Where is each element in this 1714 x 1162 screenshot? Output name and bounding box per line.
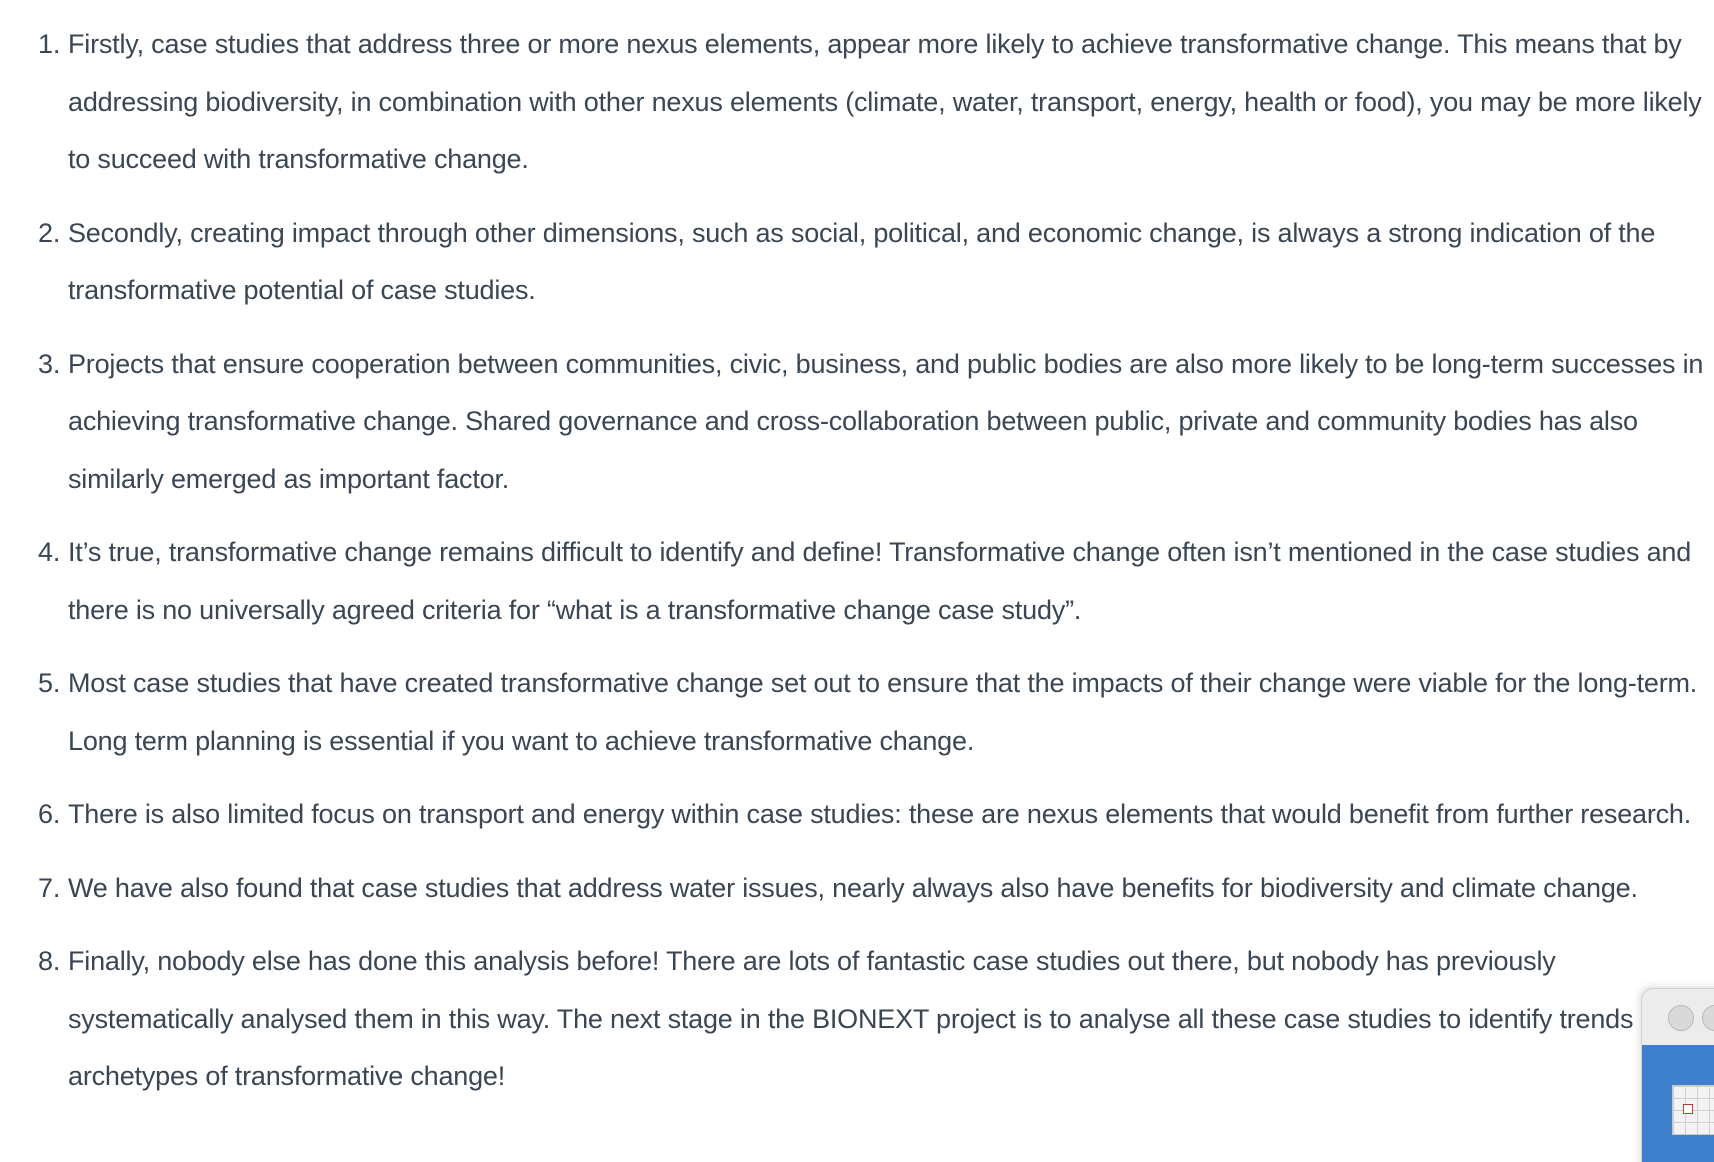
- findings-list: [0, 16, 1714, 1122]
- minimize-dot-icon[interactable]: [1702, 1005, 1714, 1031]
- close-dot-icon[interactable]: [1668, 1005, 1694, 1031]
- list-item-number: 5.: [38, 668, 61, 698]
- list-item-text: Projects that ensure cooperation between communities, civic, business, and public bodies are also more likely to be long-term successes in achieving transformative change. Shared governance and cross-collaboration between public, private and community bodies has also similarly emerged as important factor.: [68, 348, 1704, 494]
- list-item: [0, 524, 1714, 639]
- list-item-number: 1.: [38, 29, 61, 59]
- list-item: [0, 786, 1714, 844]
- list-item-text: Firstly, case studies that address three or more nexus elements, appear more likely to achieve transformative change. This means that by addressing biodiversity, in combination with other nexus elements (climate, water, transport, energy, health or food), you may be more likely to succeed with transformative change.: [68, 29, 1702, 174]
- list-item-text: Secondly, creating impact through other dimensions, such as social, political, and economic change, is always a strong indication of the transformative potential of case studies.: [68, 217, 1656, 305]
- list-item-number: 2.: [38, 217, 61, 248]
- widget-body[interactable]: [1642, 1045, 1714, 1162]
- list-item-number: 4.: [38, 537, 61, 567]
- list-item: [0, 655, 1714, 770]
- list-item: [0, 205, 1714, 320]
- spreadsheet-icon: [1672, 1085, 1714, 1135]
- list-item-text: Finally, nobody else has done this analysis before! There are lots of fantastic case studies out there, but nobody has previously systematically analysed them in this way. The next stage in the BIONEXT project is to analyse all these case studies to identify trends archetypes of transformative change!: [68, 946, 1634, 1091]
- list-item-text: Most case studies that have created transformative change set out to ensure that the impacts of their change were viable for the long-term. Long term planning is essential if you want to achieve transformative change.: [68, 668, 1698, 756]
- list-item-number: 3.: [38, 348, 61, 379]
- list-item: [0, 933, 1714, 1106]
- selected-cell-icon: [1683, 1104, 1693, 1114]
- list-item-number: 8.: [38, 946, 61, 976]
- floating-widget[interactable]: [1641, 988, 1714, 1162]
- list-item-number: 7.: [38, 872, 61, 903]
- widget-titlebar[interactable]: [1642, 989, 1714, 1043]
- list-item-number: 6.: [38, 799, 61, 829]
- list-item-text: We have also found that case studies that address water issues, nearly always also have benefits for biodiversity and climate change.: [68, 872, 1638, 903]
- list-item: [0, 860, 1714, 918]
- list-item-text: It’s true, transformative change remains difficult to identify and define! Transformative change often isn’t mentioned in the case studies and there is no universally agreed criteria for “what is a transformative change case study”.: [68, 537, 1692, 625]
- list-item: [0, 336, 1714, 509]
- list-item: [0, 16, 1714, 189]
- list-item-text: There is also limited focus on transport and energy within case studies: these are nexus elements that would benefit from further research.: [68, 799, 1692, 829]
